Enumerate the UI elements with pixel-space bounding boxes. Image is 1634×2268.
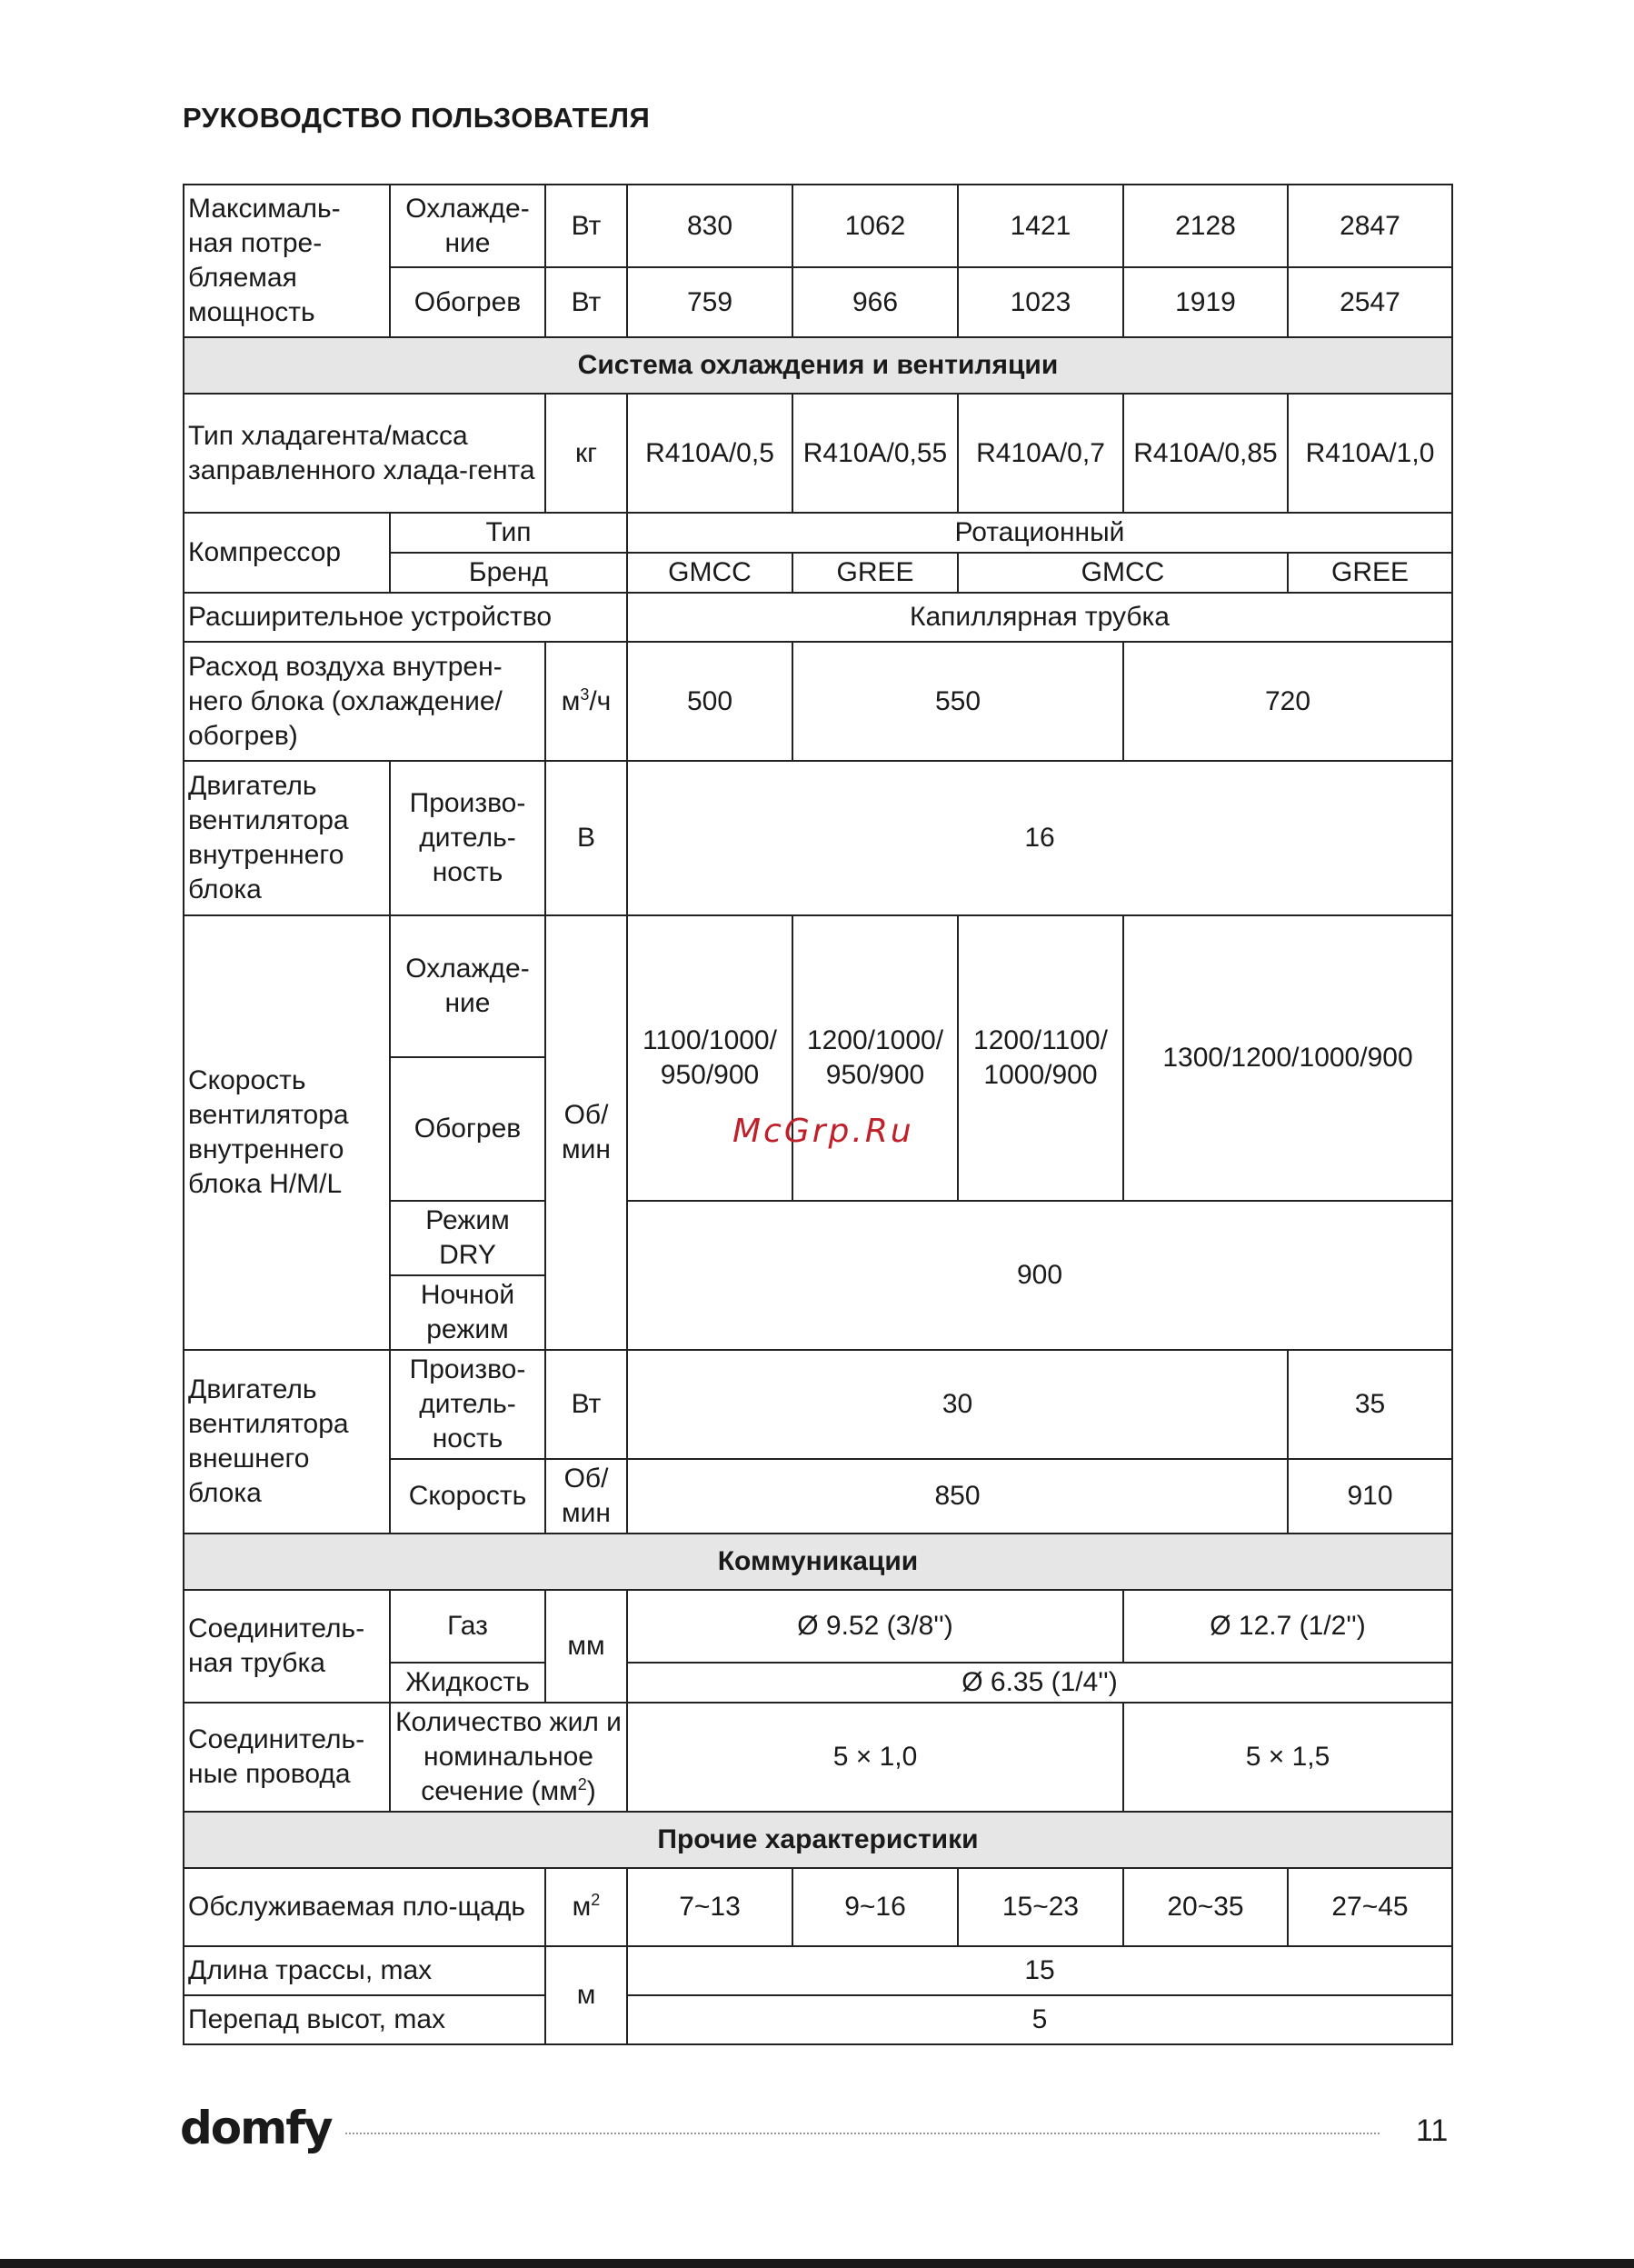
mode-cooling: Охлажде-ние	[390, 915, 545, 1057]
footer-divider	[345, 2133, 1380, 2134]
bottom-bar	[0, 2259, 1634, 2268]
value-cell: 1062	[792, 185, 958, 267]
param-cell: Скорость	[390, 1459, 545, 1534]
compressor-type-label: Тип	[390, 513, 627, 553]
value-cell: 830	[627, 185, 792, 267]
table-row	[184, 915, 1452, 1057]
power-label: Максималь-ная потре-бляемая мощность	[184, 185, 390, 337]
value-cell: 20~35	[1123, 1868, 1288, 1946]
table-row	[184, 1868, 1452, 1946]
value-cell: 900	[627, 1201, 1452, 1350]
value-cell: 1200/1100/ 1000/900	[958, 915, 1123, 1201]
indoor-motor-label: Двигатель вентилятора внутреннего блока	[184, 761, 390, 915]
value-cell: R410A/0,85	[1123, 394, 1288, 513]
value-cell: 9~16	[792, 1868, 958, 1946]
value-cell: 7~13	[627, 1868, 792, 1946]
page-title: РУКОВОДСТВО ПОЛЬЗОВАТЕЛЯ	[183, 102, 651, 134]
value-cell: 30	[627, 1350, 1288, 1459]
unit-base: м	[572, 1892, 592, 1922]
unit-sup: 3	[580, 684, 590, 704]
param-cell: Произво-дитель-ность	[390, 1350, 545, 1459]
value-cell: GMCC	[958, 553, 1288, 593]
table-row	[184, 394, 1452, 513]
table-row	[184, 1350, 1452, 1459]
value-cell: Ø 6.35 (1/4'')	[627, 1663, 1452, 1703]
value-cell: 35	[1288, 1350, 1452, 1459]
fan-speed-label: Скорость вентилятора внутреннего блока H/M/L	[184, 915, 390, 1350]
table-row	[184, 1590, 1452, 1663]
value-cell: GREE	[792, 553, 958, 593]
value-cell: R410A/1,0	[1288, 394, 1452, 513]
value-cell: 5 × 1,0	[627, 1703, 1123, 1812]
param-tail: )	[586, 1776, 596, 1806]
table-row	[184, 1703, 1452, 1812]
unit-cell: Вт	[545, 267, 627, 337]
table-row	[184, 513, 1452, 553]
value-cell: 5	[627, 1995, 1452, 2044]
compressor-type-value: Ротационный	[627, 513, 1452, 553]
compressor-label: Компрессор	[184, 513, 390, 593]
value-cell: 1919	[1123, 267, 1288, 337]
mode-heating: Обогрев	[390, 1057, 545, 1201]
unit-cell: В	[545, 761, 627, 915]
value-cell: 16	[627, 761, 1452, 915]
section-header	[184, 337, 1452, 394]
section-header	[184, 1812, 1452, 1868]
refrigerant-label: Тип хладагента/масса заправленного хлада-гента	[184, 394, 545, 513]
unit-sup: 2	[591, 1891, 601, 1909]
mode-cooling: Охлажде-ние	[390, 185, 545, 267]
page-number: 11	[1416, 2113, 1449, 2148]
table-row	[184, 593, 1452, 642]
table-row	[184, 642, 1452, 761]
value-cell: GMCC	[627, 553, 792, 593]
airflow-label: Расход воздуха внутрен-него блока (охлаждение/ обогрев)	[184, 642, 545, 761]
value-cell: 2847	[1288, 185, 1452, 267]
unit-cell	[545, 1868, 627, 1946]
section-title: Коммуникации	[184, 1534, 1452, 1590]
unit-cell	[545, 642, 627, 761]
section-header	[184, 1534, 1452, 1590]
unit-base: м	[561, 685, 581, 716]
value-cell: 500	[627, 642, 792, 761]
value-cell: Капиллярная трубка	[627, 593, 1452, 642]
value-cell: Ø 12.7 (1/2'')	[1123, 1590, 1452, 1663]
param-cell: Жидкость	[390, 1663, 545, 1703]
unit-cell: мм	[545, 1590, 627, 1703]
value-cell: 27~45	[1288, 1868, 1452, 1946]
section-title: Система охлаждения и вентиляции	[184, 337, 1452, 394]
value-cell: 550	[792, 642, 1123, 761]
value-cell: Ø 9.52 (3/8'')	[627, 1590, 1123, 1663]
value-cell: 15	[627, 1946, 1452, 1995]
unit-cell: Вт	[545, 1350, 627, 1459]
unit-cell: м	[545, 1946, 627, 2044]
param-cell	[390, 1703, 627, 1812]
unit-cell: кг	[545, 394, 627, 513]
table-row	[184, 1995, 1452, 2044]
area-label: Обслуживаемая пло-щадь	[184, 1868, 545, 1946]
value-cell: 966	[792, 267, 958, 337]
outdoor-motor-label: Двигатель вентилятора внешнего блока	[184, 1350, 390, 1534]
compressor-brand-label: Бренд	[390, 553, 627, 593]
param-cell: Произво-дитель-ность	[390, 761, 545, 915]
brand-logo: domfy	[180, 2102, 332, 2154]
param-sup: 2	[577, 1775, 587, 1793]
value-cell: R410A/0,5	[627, 394, 792, 513]
table-row	[184, 185, 1452, 267]
value-cell: 1300/1200/1000/900	[1123, 915, 1452, 1201]
value-cell: 1023	[958, 267, 1123, 337]
watermark: McGrp.Ru	[732, 1113, 914, 1150]
value-cell: 910	[1288, 1459, 1452, 1534]
unit-cell: Об/ мин	[545, 1459, 627, 1534]
pipe-label: Соединитель-ная трубка	[184, 1590, 390, 1703]
unit-tail: /ч	[589, 685, 612, 716]
value-cell: 5 × 1,5	[1123, 1703, 1452, 1812]
value-cell: 2128	[1123, 185, 1288, 267]
wires-label: Соединитель-ные провода	[184, 1703, 390, 1812]
mode-heating: Обогрев	[390, 267, 545, 337]
value-cell: R410A/0,7	[958, 394, 1123, 513]
table-row	[184, 761, 1452, 915]
param-cell: Газ	[390, 1590, 545, 1663]
mode-dry: Режим DRY	[390, 1201, 545, 1275]
unit-cell: Об/ мин	[545, 915, 627, 1350]
value-cell: 1421	[958, 185, 1123, 267]
value-cell: 2547	[1288, 267, 1452, 337]
value-cell: 720	[1123, 642, 1452, 761]
param-main: Количество жил и номинальное сечение (мм	[395, 1707, 622, 1806]
value-cell: 1100/1000/ 950/900	[627, 915, 792, 1201]
value-cell: GREE	[1288, 553, 1452, 593]
value-cell: 1200/1000/ 950/900	[792, 915, 958, 1201]
value-cell: 850	[627, 1459, 1288, 1534]
route-label: Длина трассы, max	[184, 1946, 545, 1995]
value-cell: 15~23	[958, 1868, 1123, 1946]
section-title: Прочие характеристики	[184, 1812, 1452, 1868]
expansion-label: Расширительное устройство	[184, 593, 627, 642]
table-row	[184, 1946, 1452, 1995]
value-cell: 759	[627, 267, 792, 337]
value-cell: R410A/0,55	[792, 394, 958, 513]
mode-night: Ночной режим	[390, 1275, 545, 1350]
height-label: Перепад высот, max	[184, 1995, 545, 2044]
unit-cell: Вт	[545, 185, 627, 267]
